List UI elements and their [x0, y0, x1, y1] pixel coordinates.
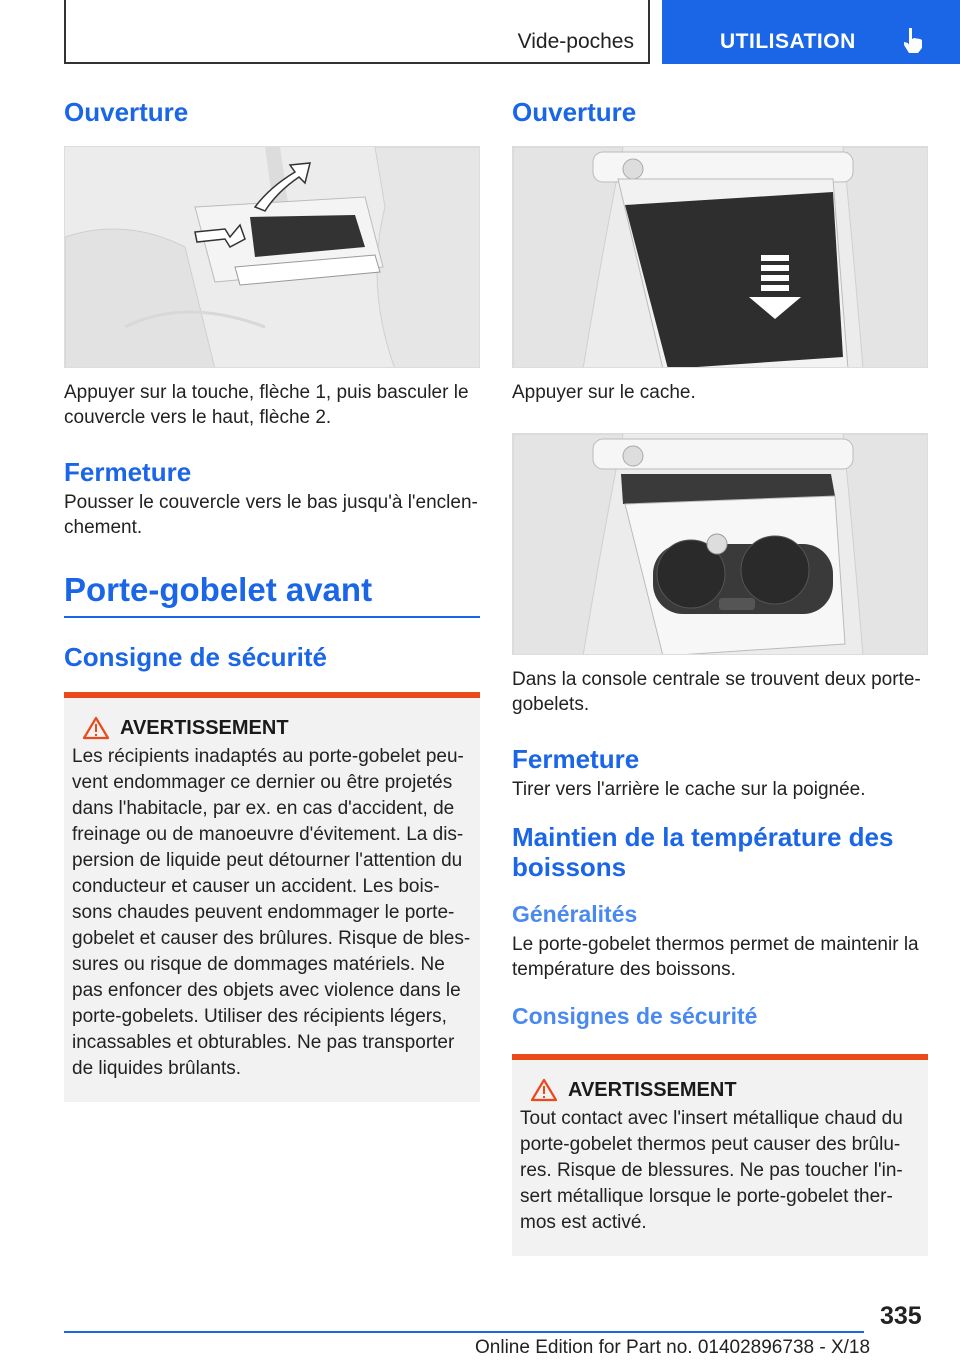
closing-text-left: Pousser le couvercle vers le bas jusqu'à l'enclen-chement.	[64, 492, 478, 538]
footer-rule	[64, 1331, 864, 1333]
rear-storage-photo	[64, 146, 480, 368]
opening-heading-right: Ouverture	[512, 97, 637, 127]
section-tab[interactable]	[662, 0, 960, 64]
warning-box-right	[512, 1054, 928, 1256]
safety-heading-left: Consigne de sécurité	[64, 642, 327, 672]
footer-edition: Online Edition for Part no. 01402896738 - X/18	[475, 1337, 871, 1358]
warning-box-left	[64, 692, 480, 1102]
page-header	[0, 0, 960, 66]
opening-heading-left: Ouverture	[64, 97, 189, 127]
rear-armrest-illustration	[65, 147, 480, 368]
page-number: 335	[880, 1302, 922, 1330]
opening-text-right: Appuyer sur le cache.	[512, 382, 696, 403]
console-cover-photo	[512, 146, 928, 368]
warning-header	[520, 1078, 920, 1102]
closing-text-right: Tirer vers l'arrière le cache sur la poignée.	[512, 779, 866, 800]
warning-header	[72, 716, 472, 740]
warning-title: AVERTISSEMENT	[568, 1078, 737, 1101]
warning-text: Les récipients inadaptés au porte-gobelet peu-vent endommager ce dernier ou être projetés dans l'habitacle, par ex. en cas d'accident, de freinage ou de manoeuvre d'évitement. La dis-persion de liquide peut détourner l'attention du conducteur et causer un accident. Les bois-sons chaudes peuvent endommager le porte-gobelet et causer des brûlures. Risque de bles-sures ou risque de dommages matériels. Ne pas enfoncer des objets avec violence dans le porte-gobelets. Utiliser des récipients légers, incassables et obturables. Ne pas transporter de liquides brûlants.	[72, 746, 471, 1079]
left-column	[64, 96, 480, 1102]
warning-title: AVERTISSEMENT	[120, 716, 289, 739]
general-text: Le porte-gobelet thermos permet de maintenir la température des boissons.	[512, 934, 919, 980]
general-heading: Généralités	[512, 901, 638, 927]
console-text: Dans la console centrale se trouvent deux porte-gobelets.	[512, 669, 921, 715]
safety-heading-right: Consignes de sécurité	[512, 1003, 758, 1029]
warning-text: Tout contact avec l'insert métallique chaud du porte-gobelet thermos peut causer des brûlu-res. Risque de blessures. Ne pas toucher l'in-sert métallique lorsque le porte-gobelet ther-mos est activé.	[520, 1108, 903, 1233]
chapter-box	[64, 0, 650, 64]
warning-triangle-icon	[82, 716, 110, 740]
cupholder-illustration	[513, 434, 928, 655]
warning-triangle-icon	[530, 1078, 558, 1102]
chapter-title: Vide-poches	[517, 30, 634, 53]
right-column	[512, 96, 928, 1256]
hand-pointer-icon	[900, 26, 926, 54]
section-title: UTILISATION	[720, 30, 856, 53]
opening-text-left: Appuyer sur la touche, flèche 1, puis basculer le couvercle vers le haut, flèche 2.	[64, 382, 469, 428]
temperature-heading: Maintien de la température des boissons	[512, 822, 894, 882]
closing-heading-left: Fermeture	[64, 457, 192, 487]
console-cover-illustration	[513, 147, 928, 368]
cupholder-photo	[512, 433, 928, 655]
section-heading: Porte-gobelet avant	[64, 570, 480, 618]
closing-heading-right: Fermeture	[512, 744, 640, 774]
